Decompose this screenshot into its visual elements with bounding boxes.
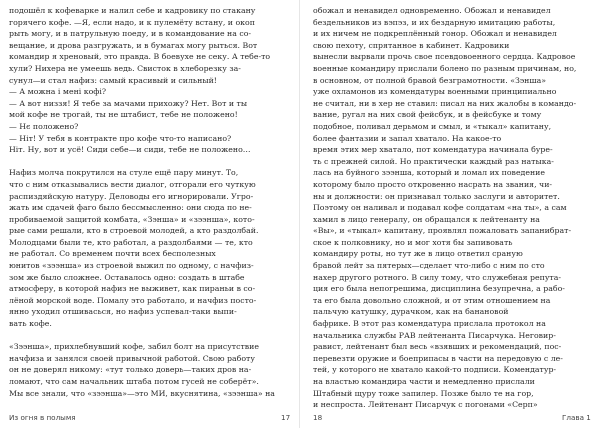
right-page-number: 18 bbox=[313, 413, 323, 422]
text-line: командир я хреновый, это правда. В боевухе не секу. А тебе-то bbox=[9, 52, 271, 62]
text-line: не считал, ни в хер не ставил: писал на них жалобы в командо- bbox=[313, 98, 577, 108]
text-line: зом же было сложнее. Оставалось одно: создать в штабе bbox=[9, 272, 245, 282]
text-line: горячего кофе. —Я, если надо, и к пулемёту встану, и окоп bbox=[9, 17, 255, 27]
text-line: рые сами решали, кто в строевой молодей, а кто раздолбай. bbox=[9, 226, 259, 236]
text-line: Штабный щуру тоже запилер. Позже было те на гор, bbox=[313, 388, 534, 398]
text-line: — Нє положено? bbox=[9, 121, 79, 131]
text-line: бафрике. В этот раз комендатура прислала протокол на bbox=[313, 319, 546, 329]
text-line: и неспроста. Лейтенант Писарчук с погонами «Серп» bbox=[313, 400, 538, 410]
text-line: Ніт. Ну, вот и усё! Сиди себе—и сиди, тебе не положено… bbox=[9, 145, 251, 155]
text-line: бравой лейт за пятерых—сделает что-либо с ним по сто bbox=[313, 261, 545, 271]
text-line: «Зээнша», прихлебнувший кофе, забил болт на присутствие bbox=[9, 342, 259, 352]
text-line: янно уходил отшивасься, но нафиз успевал-таки выпи- bbox=[9, 307, 237, 317]
text-line: — А вот низзя! Я тебе за мачами прихожу? Нет. Вот и ты bbox=[9, 98, 248, 108]
text-line: хамил в лицо генералу, он обращался к лейтенанту на bbox=[313, 214, 540, 224]
text-line: ское к полковнику, но и мог хотя бы запивовать bbox=[313, 237, 513, 247]
text-line: свою пехоту, спрятанное в кабинет. Кадровики bbox=[313, 40, 510, 50]
text-line: «Вы», и «тыкал» капитану, проявлял пожаловать запанибрат- bbox=[313, 226, 572, 236]
text-line: которому было просто откровенно насрать на звания, чи- bbox=[313, 179, 553, 189]
text-line: пробиваемой защитой комбата, «Зэнша» и «зээнша», кото- bbox=[9, 214, 255, 224]
text-line: бездельников из вэпэз, и их бездарную имитацию работы, bbox=[313, 17, 556, 27]
right-page-body-text bbox=[313, 5, 590, 411]
text-line bbox=[9, 330, 284, 342]
text-line: тей, у которого не хватало какой-то подписи. Комендатур- bbox=[313, 365, 557, 375]
text-line: та его была довольно сложной, и от этим отношением на bbox=[313, 295, 551, 305]
text-line: время этих мер хватало, пот комендатура начинала буре- bbox=[313, 145, 553, 155]
text-line: перевезти оружие и боеприпасы в части на передовую с ле- bbox=[313, 353, 563, 363]
text-line: ть с прежней силой. Но практически каждый раз натыка- bbox=[313, 156, 554, 166]
text-line: нахер другого ротного. В силу тому, что служебная репута- bbox=[313, 272, 562, 282]
text-line: вать кофе. bbox=[9, 319, 52, 329]
text-line: вынесли вырвали прочь свое псевдовоенного сердца. Кадровое bbox=[313, 52, 576, 62]
text-line: уже охламонов из комендатуры военными принципиально bbox=[313, 87, 557, 97]
text-line: и их ничем не подкреплённый гонор. Обожал и ненавидел bbox=[313, 29, 557, 39]
text-line: подошёл к кофеварке и налил себе и кадровику по стакану bbox=[9, 6, 256, 15]
text-line: ны и должности: он признавал только заслуги и авторитет. bbox=[313, 191, 560, 201]
text-line: жать им сдачей фаго было бессмысленно: они сюда по не- bbox=[9, 203, 252, 213]
text-line: распиздяйскую натуру. Деловоды его игнорировали. Угро- bbox=[9, 191, 254, 201]
text-line: ломают, что сам начальник штаба потом гусей не соберёт». bbox=[9, 377, 259, 386]
left-page-running-title: Из огня в полымя bbox=[9, 413, 76, 422]
left-page-body-text bbox=[9, 5, 284, 399]
text-line: командиру роты, но тут же в лицо ответил сраную bbox=[313, 249, 523, 259]
text-line: рыть могу, и в патрульную поеду, и в командование на со- bbox=[9, 29, 252, 39]
text-line: — А можна і мені кофі? bbox=[9, 87, 107, 97]
text-line: Нафиз молча покрутился на стуле ещё пару минут. То, bbox=[9, 168, 239, 178]
text-line: в основном, от полной бравой безграмотности. «Зэнша» bbox=[313, 75, 547, 85]
text-line: не работал. Со временем почти всех бесполезных bbox=[9, 249, 216, 259]
right-page bbox=[300, 0, 600, 428]
text-line: более фантазии и запал хватало. На какое-то bbox=[313, 133, 502, 143]
text-line: лась на буйного зээнша, который и ломал их поведение bbox=[313, 168, 545, 178]
text-line: лёной морской воде. Помалу это работало, и начфиз посто- bbox=[9, 295, 257, 305]
text-line: обожал и ненавидел одновременно. Обожал и ненавидел bbox=[313, 6, 551, 15]
text-line: Поэтому он наливал и подавал кофе солдатам «на ты», а сам bbox=[313, 203, 567, 213]
left-page-number: 17 bbox=[281, 413, 291, 422]
text-line: — Ніт! У тебя в контракте про кофе что-то написано? bbox=[9, 133, 232, 143]
text-line: Молодцами были те, кто работал, а раздолбаями — те, кто bbox=[9, 237, 253, 247]
text-line: вещание, и дрова разгружать, и в бумагах могу рыться. Вот bbox=[9, 40, 258, 50]
text-line: что с ним отказывались вести диалог, отгорали его чуткую bbox=[9, 179, 256, 189]
text-line: начальника службы РАВ лейтенанта Писарчука. Неговир- bbox=[313, 330, 556, 340]
text-line: подобное, поливал дерьмом и смыл, и «тыкал» капитану, bbox=[313, 121, 552, 131]
text-line: атмосферу, в которой нафиз не выживет, как пираньи в со- bbox=[9, 284, 256, 294]
text-line: начфиза и занялся своей привычной работой. Свою работу bbox=[9, 353, 255, 363]
right-page-chapter-title: Глава 1 bbox=[562, 413, 591, 422]
text-line: пальчую катушку, дурачком, как на банановой bbox=[313, 307, 509, 317]
text-line: сунул—и стал нафиз: самый красивый и сильный! bbox=[9, 75, 217, 85]
text-line: на властью командира части и немедленно прислали bbox=[313, 377, 535, 386]
text-line: вание, ругал на них свой фейсбук, и в фейсбуке и тому bbox=[313, 110, 542, 120]
text-line: Мы все знали, что «зээнша»—это МИ, вкуснятина, «зээнша» на bbox=[9, 388, 275, 398]
text-line: ция его была непогрешима, дисциплина безупречна, а рабо- bbox=[313, 284, 565, 294]
text-line: он не доверял никому: «тут только доверь—таких дров на- bbox=[9, 365, 252, 375]
text-line: равист, лейтенант был весь «взявших и рекомендаций, пос- bbox=[313, 342, 562, 352]
text-line: военные командиру прислали болено по разным причинам, но, bbox=[313, 63, 577, 73]
text-line: мой кофе не трогай, ты не штабист, тебе не положено! bbox=[9, 110, 238, 120]
text-line: хули? Нихера не умеешь ведь. Свисток в хлеборезку за- bbox=[9, 63, 241, 73]
text-line bbox=[9, 156, 284, 168]
text-line: юнитов «зээнша» из строевой выжил по одному, с начфиз- bbox=[9, 261, 254, 271]
